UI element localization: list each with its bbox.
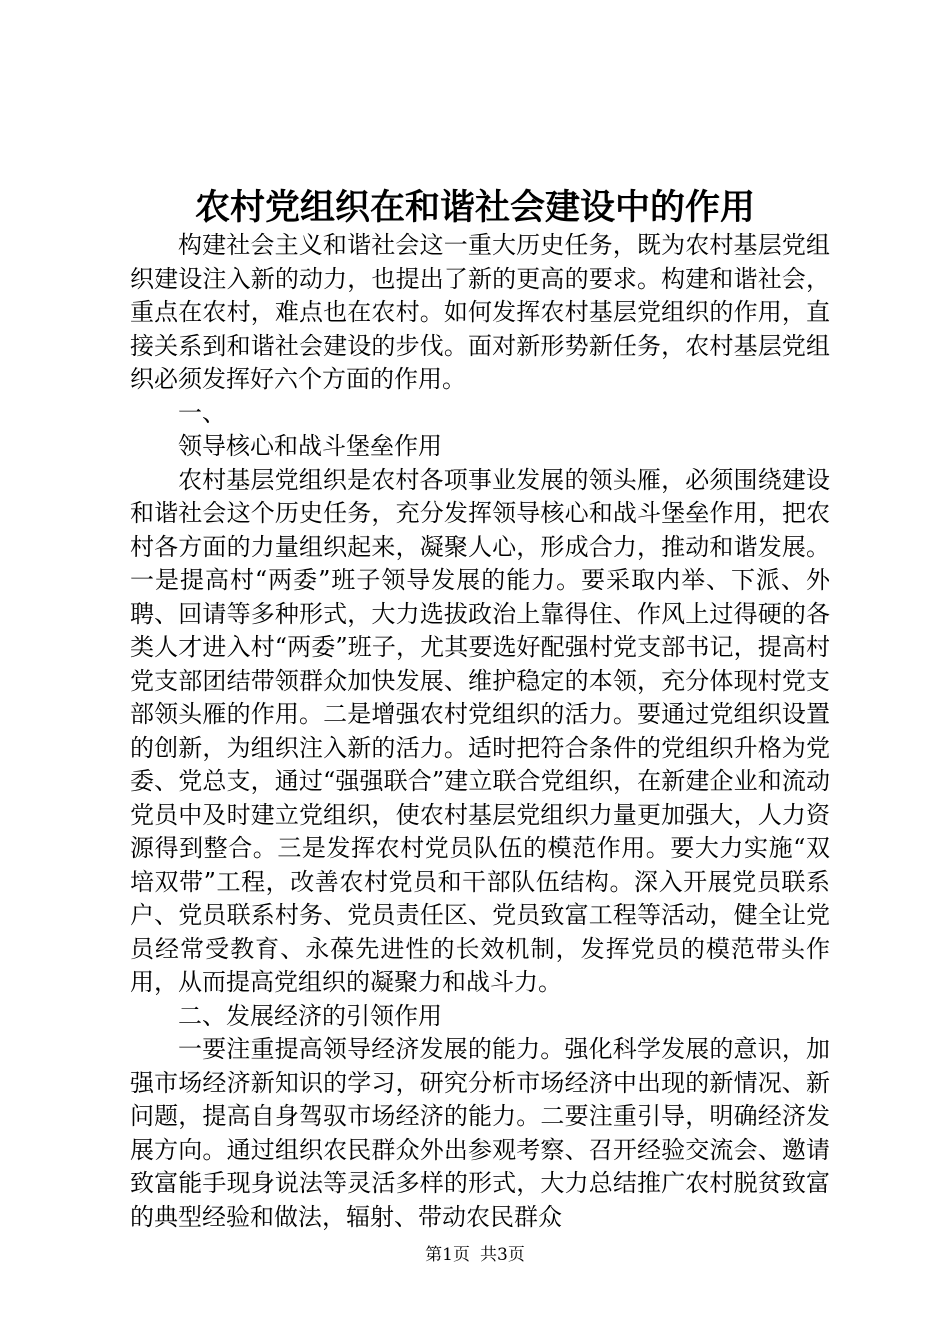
section-heading-two: 二、发展经济的引领作用	[178, 1001, 442, 1030]
page-number: 第1页	[425, 1245, 470, 1265]
section-number-one: 一、	[178, 398, 226, 427]
paragraph-section-two: 一要注重提高领导经济发展的能力。强化科学发展的意识，加强市场经济新知识的学习，研究分析市场经济中出现的新情况、新问题，提高自身驾驭市场经济的能力。二要注重引导，明确经济发展方向。通过组织农民群众外出参观考察、召开经验交流会、邀请致富能手现身说法等灵活多样的形式，大力总结推广农村脱贫致富的典型经验和做法，辐射、带动农民群众	[130, 1035, 830, 1231]
page-total: 共3页	[480, 1245, 525, 1265]
document-body	[130, 229, 830, 1234]
paragraph-intro: 构建社会主义和谐社会这一重大历史任务，既为农村基层党组织建设注入新的动力，也提出了新的更高的要求。构建和谐社会，重点在农村，难点也在农村。如何发挥农村基层党组织的作用，直接关系到和谐社会建设的步伐。面对新形势新任务，农村基层党组织必须发挥好六个方面的作用。	[130, 231, 830, 393]
paragraph-section-one: 农村基层党组织是农村各项事业发展的领头雁，必须围绕建设和谐社会这个历史任务，充分发挥领导核心和战斗堡垒作用，把农村各方面的力量组织起来，凝聚人心，形成合力，推动和谐发展。一是提高村“两委”班子领导发展的能力。要采取内举、下派、外聘、回请等多种形式，大力选拔政治上靠得住、作风上过得硬的各类人才进入村“两委”班子，尤其要选好配强村党支部书记，提高村党支部团结带领群众加快发展、维护稳定的本领，充分体现村党支部领头雁的作用。二是增强农村党组织的活力。要通过党组织设置的创新，为组织注入新的活力。适时把符合条件的党组织升格为党委、党总支，通过“强强联合”建立联合党组织，在新建企业和流动党员中及时建立党组织，使农村基层党组织力量更加强大，人力资源得到整合。三是发挥农村党员队伍的模范作用。要大力实施“双培双带”工程，改善农村党员和干部队伍结构。深入开展党员联系户、党员联系村务、党员责任区、党员致富工程等活动，健全让党员经常受教育、永葆先进性的长效机制，发挥党员的模范带头作用，从而提高党组织的凝聚力和战斗力。	[130, 465, 830, 996]
document-title: 农村党组织在和谐社会建设中的作用	[194, 187, 755, 228]
section-heading-one: 领导核心和战斗堡垒作用	[178, 432, 442, 460]
page-footer	[0, 1244, 950, 1266]
